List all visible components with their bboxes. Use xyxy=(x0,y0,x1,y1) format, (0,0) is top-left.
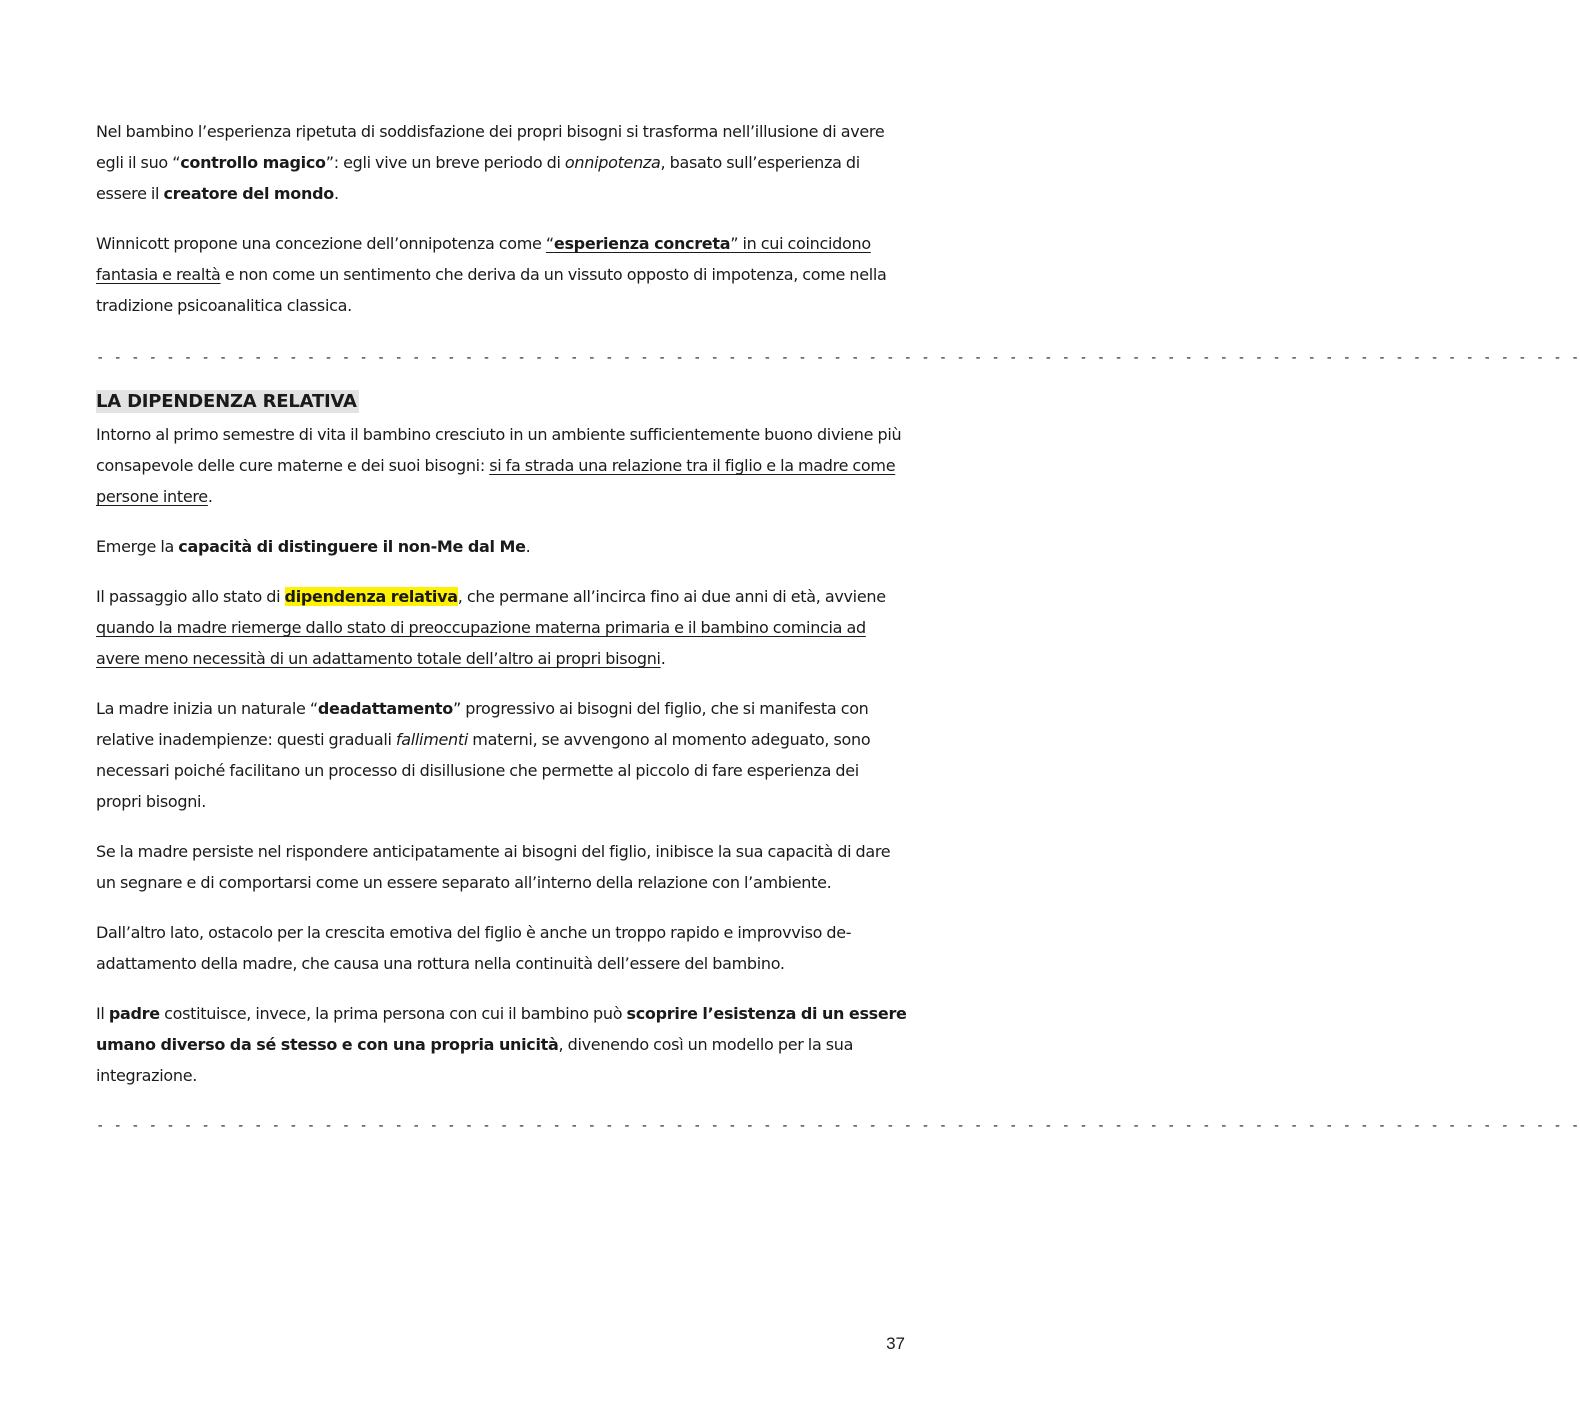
section-title xyxy=(96,389,908,415)
bold-term: deadattamento xyxy=(317,699,453,718)
italic-term: onnipotenza xyxy=(564,153,661,172)
text: ” progressivo ai bisogni del figlio, che si manifesta con relative inadempienze: questi graduali xyxy=(96,699,869,749)
text: . xyxy=(525,537,531,556)
text: “ xyxy=(545,234,554,253)
paragraph-primo-semestre xyxy=(96,419,908,512)
bold-term: capacità di distinguere il non-Me dal Me xyxy=(178,537,526,556)
text: , che permane all’incirca fino ai due anni di età, avviene xyxy=(457,587,886,606)
text: , basato sull’esperienza di essere il xyxy=(96,153,860,203)
text: costituisce, invece, la prima persona con cui il bambino può xyxy=(159,1004,627,1023)
paragraph-padre xyxy=(96,998,908,1091)
text: . xyxy=(207,487,213,506)
paragraph-madre-persiste: Se la madre persiste nel rispondere anticipatamente ai bisogni del figlio, inibisce la sua capacità di dare un segnare e di comportarsi come un essere separato all’interno della relazione con l’ambiente. xyxy=(96,842,891,892)
text: Nel bambino l’esperienza ripetuta di soddisfazione dei propri bisogni si trasforma nell’illusione di avere egli il suo “ xyxy=(96,122,885,172)
paragraph-dipendenza-relativa xyxy=(96,581,908,674)
paragraph-controllo-magico xyxy=(96,116,908,209)
text: Intorno al primo semestre di vita il bambino cresciuto in un ambiente sufficientemente buono diviene più consapevole delle cure materne e dei suoi bisogni: xyxy=(96,425,902,475)
italic-term: fallimenti xyxy=(395,730,468,749)
text: e non come un sentimento che deriva da un vissuto opposto di impotenza, come nella tradizione psicoanalitica classica. xyxy=(96,265,887,315)
bold-term: esperienza concreta xyxy=(553,234,731,253)
text: . xyxy=(333,184,339,203)
text: , divenendo così un modello per la sua integrazione. xyxy=(96,1035,854,1085)
page-content xyxy=(96,116,1580,1136)
paragraph-deadattamento xyxy=(96,693,908,817)
bold-term: controllo magico xyxy=(180,153,326,172)
paragraph-altro-lato: Dall’altro lato, ostacolo per la crescita emotiva del figlio è anche un troppo rapido e improvviso de-adattamento della madre, che causa una rottura nella continuità dell’essere del bambino. xyxy=(96,923,852,973)
underlined-phrase: si fa strada una relazione tra il figlio e la madre come persone intere xyxy=(96,456,896,506)
bold-term: creatore del mondo xyxy=(163,184,334,203)
text: Winnicott propone una concezione dell’onnipotenza come xyxy=(96,234,546,253)
dashed-divider: - - - - - - - - - - - - - - - - - - - - - - - - - - - - - - - - - - - - - - - - - - - - - - - - - - - - - - - - - - - - - - - - - - - - - - - - - - - - - - - - - - - - - xyxy=(96,1118,1580,1134)
paragraph-winnicott xyxy=(96,228,908,321)
text: Emerge la xyxy=(96,537,179,556)
text: Il xyxy=(96,1004,109,1023)
page-number: 37 xyxy=(886,1334,905,1353)
dashed-divider: - - - - - - - - - - - - - - - - - - - - - - - - - - - - - - - - - - - - - - - - - - - - - - - - - - - - - - - - - - - - - - - - - - - - - - - - - - - - - - - - - - - - - xyxy=(96,350,1580,366)
text: La madre inizia un naturale “ xyxy=(96,699,318,718)
bold-term: padre xyxy=(108,1004,160,1023)
paragraph-non-me xyxy=(96,531,908,562)
bold-term: scoprire l’esistenza di un essere umano diverso da sé stesso e con una propria unicità xyxy=(96,1004,907,1054)
text: materni, se avvengono al momento adeguato, sono necessari poiché facilitano un processo di disillusione che permette al piccolo di fare esperienza dei propri bisogni. xyxy=(96,730,871,811)
underlined-phrase: quando la madre riemerge dallo stato di preoccupazione materna primaria e il bambino comincia ad avere meno necessità di un adattamento totale dell’altro ai propri bisogni xyxy=(96,618,866,668)
text: . xyxy=(660,649,666,668)
text: ”: egli vive un breve periodo di xyxy=(325,153,565,172)
text: Il passaggio allo stato di xyxy=(96,587,285,606)
section-title-text: LA DIPENDENZA RELATIVA xyxy=(96,391,357,412)
text: ” in cui coincidono fantasia e realtà xyxy=(96,234,871,284)
highlighted-term: dipendenza relativa xyxy=(284,587,458,606)
